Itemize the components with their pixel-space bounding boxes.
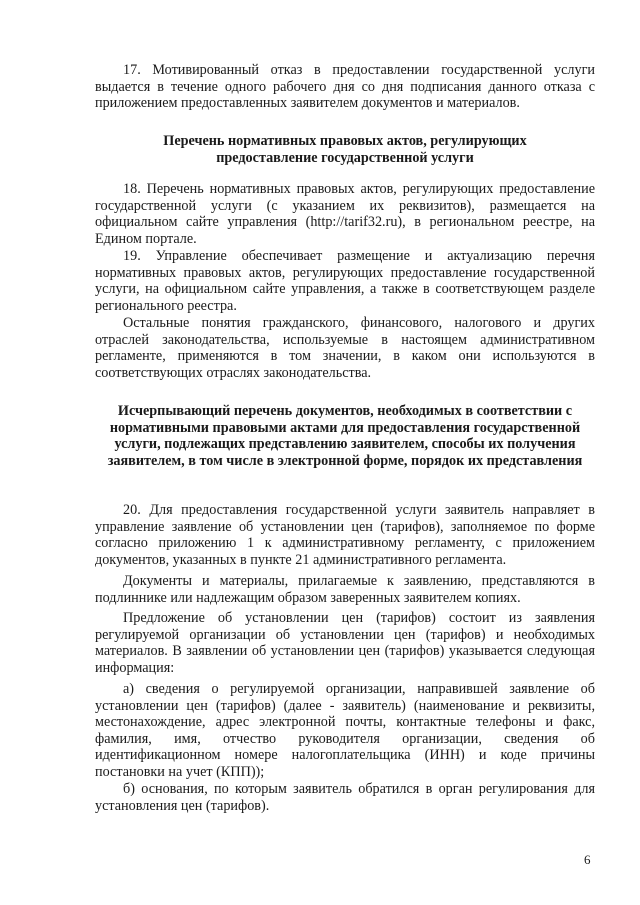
section-heading-required-documents: Исчерпывающий перечень документов, необходимых в соответствии с нормативными правовыми актами для предоставления государственной услуги, подлежащих представлению заявителем, способы их получения заявителем, в том числе в электронной форме, порядок их представления [107, 403, 583, 469]
page-number: 6 [584, 852, 591, 867]
paragraph-item-a: а) сведения о регулируемой организации, направившей заявление об установлении цен (тарифов) (далее - заявитель) (наименование и реквизиты, местонахождение, адрес электронной почты, контактные телефоны и факс, фамилия, имя, отчество руководителя организации, сведения об идентификационном номере налогоплательщика (ИНН) и коде причины постановки на учет (КПП)); [95, 681, 595, 780]
paragraph-proposal: Предложение об установлении цен (тарифов) состоит из заявления регулируемой организации об установлении цен (тарифов) и необходимых материалов. В заявлении об установлении цен (тарифов) указывается следующая информация: [95, 610, 595, 676]
paragraph-other-terms: Остальные понятия гражданского, финансового, налогового и других отраслей законодательства, используемые в настоящем административном регламенте, применяются в том значении, в каком они используются в соответствующих отраслях законодательства. [95, 315, 595, 381]
section-heading-legal-acts: Перечень нормативных правовых актов, регулирующих предоставление государственной услуги [163, 133, 527, 166]
paragraph-item-b: б) основания, по которым заявитель обратился в орган регулирования для установления цен (тарифов). [95, 781, 595, 814]
paragraph-17: 17. Мотивированный отказ в предоставлении государственной услуги выдается в течение одного рабочего дня со дня подписания данного отказа с приложением предоставленных заявителем документов и материалов. [95, 62, 595, 112]
paragraph-19: 19. Управление обеспечивает размещение и актуализацию перечня нормативных правовых актов, регулирующих предоставление государственной услуги, на официальном сайте управления, а также в соответствующем разделе регионального реестра. [95, 248, 595, 314]
paragraph-18: 18. Перечень нормативных правовых актов, регулирующих предоставление государственной услуги (с указанием их реквизитов), размещается на официальном сайте управления (http://tarif32.ru), в региональном реестре, на Едином портале. [95, 181, 595, 247]
paragraph-documents-materials: Документы и материалы, прилагаемые к заявлению, представляются в подлиннике или надлежащим образом заверенных заявителем копиях. [95, 573, 595, 606]
paragraph-20: 20. Для предоставления государственной услуги заявитель направляет в управление заявление об установлении цен (тарифов), заполняемое по форме согласно приложению 1 к административному регламенту, с приложением документов, указанных в пункте 21 административного регламента. [95, 502, 595, 568]
